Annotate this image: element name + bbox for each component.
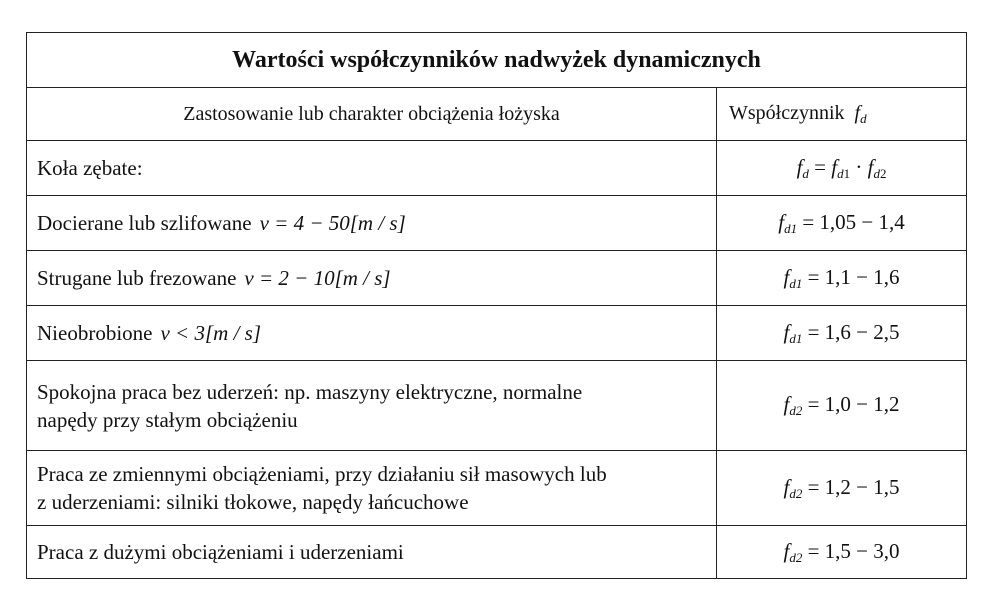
row-value-range: = 1,6 − 2,5 xyxy=(807,319,900,344)
header-coefficient-symbol: f xyxy=(854,101,861,124)
row-value-range: = 1,5 − 3,0 xyxy=(807,538,900,563)
row-value-subscript: d1 xyxy=(789,330,803,346)
row-description xyxy=(27,361,717,451)
table-row xyxy=(27,141,967,196)
row-value-range: = 1,2 − 1,5 xyxy=(807,474,900,499)
table-row xyxy=(27,251,967,306)
row-value-range: = 1,05 − 1,4 xyxy=(802,209,905,234)
row-value-subscript: d2 xyxy=(789,403,803,418)
row-value-subscript: d2 xyxy=(789,485,803,501)
row-description-line2: napędy przy stałym obciążeniu xyxy=(37,407,298,432)
row-description xyxy=(27,306,717,361)
row-value: $f_{d1} = 1,6 - 2,5$ xyxy=(717,306,967,361)
table-row xyxy=(27,361,967,451)
row-value: $f_{d1} = 1,05 - 1,4$ xyxy=(717,196,967,251)
coefficients-table xyxy=(26,32,967,579)
row-description xyxy=(27,451,717,526)
row-value-subscript: d1 xyxy=(789,275,803,291)
row-description: Praca z dużymi obciążeniami i uderzeniami xyxy=(27,526,717,579)
row-description-text: Nieobrobione xyxy=(37,321,153,345)
table-row xyxy=(27,451,967,526)
row-value-subscript: d1 xyxy=(784,220,798,236)
table-row xyxy=(27,196,967,251)
row-description xyxy=(27,251,717,306)
header-row xyxy=(27,88,967,141)
row-description xyxy=(27,196,717,251)
row-value-range: = 1,1 − 1,6 xyxy=(807,264,900,289)
row-description: Koła zębate: xyxy=(27,141,717,196)
title-row xyxy=(27,33,967,88)
row-value: $f_{d2} = 1,2 - 1,5$ xyxy=(717,451,967,526)
row-value: $f_{d2} = 1,5 - 3,0$ xyxy=(717,526,967,579)
row-description-text: Strugane lub frezowane xyxy=(37,266,237,290)
header-coefficient-subscript: d xyxy=(860,110,867,126)
row-description-line1: Praca ze zmiennymi obciążeniami, przy działaniu sił masowych lub xyxy=(37,462,607,486)
table-title: Wartości współczynników nadwyżek dynamicznych xyxy=(27,33,967,88)
header-application: Zastosowanie lub charakter obciążenia łożyska xyxy=(27,88,717,141)
row-value-range: = 1,0 − 1,2 xyxy=(807,392,900,416)
table-row xyxy=(27,306,967,361)
header-coefficient-label: Współczynnik xyxy=(729,101,845,124)
header-coefficient xyxy=(717,88,967,141)
row-description-text: Docierane lub szlifowane xyxy=(37,211,252,235)
table-row xyxy=(27,526,967,579)
row-speed: v = 2 − 10[m / s] xyxy=(244,266,391,290)
row-value-subscript: d2 xyxy=(789,549,803,565)
row-description-line2: z uderzeniami: silniki tłokowe, napędy łańcuchowe xyxy=(37,490,469,514)
row-speed: v < 3[m / s] xyxy=(160,321,261,345)
row-value: $f_{d2} = 1,0 - 1,2$ xyxy=(717,361,967,451)
row-description-line1: Spokojna praca bez uderzeń: np. maszyny elektryczne, normalne xyxy=(37,379,583,404)
row-formula: $f_d = f_{d1} \cdot f_{d2}$ xyxy=(717,141,967,196)
row-speed: v = 4 − 50[m / s] xyxy=(259,211,406,235)
row-value: $f_{d1} = 1,1 - 1,6$ xyxy=(717,251,967,306)
